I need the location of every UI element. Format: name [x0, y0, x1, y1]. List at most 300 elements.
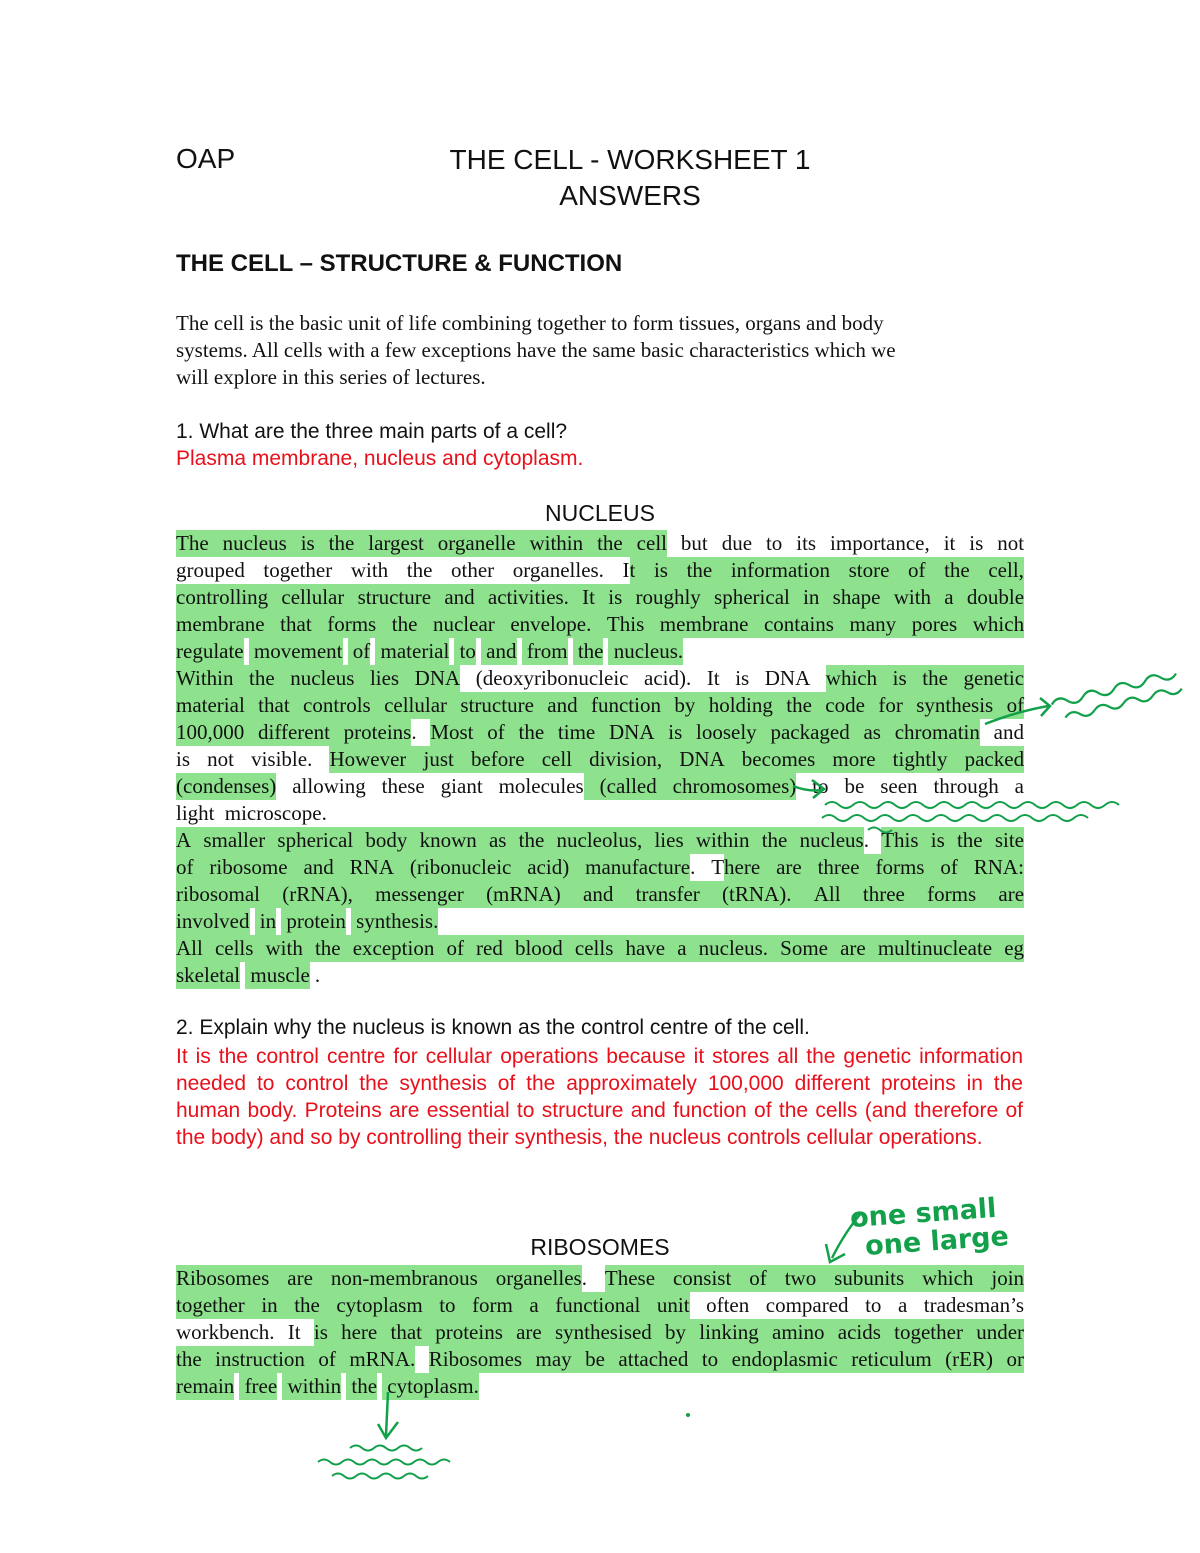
highlighted-text: in [261, 1293, 278, 1317]
highlighted-text [353, 881, 375, 908]
highlighted-text [303, 935, 315, 962]
highlighted-text: becomes [741, 747, 816, 771]
highlighted-text [993, 692, 1006, 719]
highlighted-text [767, 1265, 785, 1292]
highlighted-text: nuclear [432, 612, 495, 636]
highlighted-text: 100,000 [176, 720, 245, 744]
body-text: visible. [251, 747, 313, 771]
highlighted-text [312, 611, 328, 638]
highlighted-text: subunits [834, 1266, 905, 1290]
highlighted-text: acid) [527, 855, 570, 879]
highlighted-text: tightly [892, 747, 948, 771]
highlighted-text: chromatin [894, 720, 980, 744]
body-text [720, 665, 736, 692]
highlighted-text [924, 854, 940, 881]
body-text [301, 1319, 314, 1346]
highlighted-text: as [488, 828, 507, 852]
highlighted-text: and [583, 882, 614, 906]
highlighted-text: together [176, 1293, 245, 1317]
highlighted-text: acids [837, 1320, 881, 1344]
highlighted-text: join [991, 1266, 1025, 1290]
highlighted-text [478, 1265, 496, 1292]
body-text [276, 773, 292, 800]
highlighted-text [865, 692, 878, 719]
highlighted-text [330, 719, 344, 746]
highlighted-text [244, 719, 258, 746]
highlighted-text [907, 665, 923, 692]
highlighted-text: cellular [281, 585, 345, 609]
highlighted-text [278, 1292, 295, 1319]
body-text [749, 1292, 766, 1319]
highlighted-text [260, 881, 282, 908]
highlighted-text: information [730, 558, 830, 582]
highlighted-text: which [922, 1266, 974, 1290]
body-text: the [406, 558, 433, 582]
highlighted-text [269, 1265, 287, 1292]
highlighted-text [376, 611, 392, 638]
highlighted-text: double [966, 585, 1025, 609]
body-text [587, 1265, 605, 1292]
body-text: giant [440, 774, 483, 798]
highlighted-text [838, 1346, 851, 1373]
highlighted-text [684, 827, 696, 854]
highlighted-text: the [597, 531, 623, 555]
highlighted-text: together [894, 1320, 963, 1344]
highlighted-text: remain [176, 1374, 235, 1398]
body-text [415, 1346, 428, 1373]
highlighted-text [194, 854, 210, 881]
body-text: . [690, 855, 696, 879]
nucleus-text-line [176, 800, 1024, 827]
highlighted-text: lies [654, 828, 684, 852]
highlighted-text: from [526, 639, 568, 663]
highlighted-text [640, 1292, 657, 1319]
handwritten-note-large: one large [864, 1221, 1010, 1262]
highlighted-text: three [817, 855, 860, 879]
highlighted-text: nucleolus, [556, 828, 643, 852]
highlighted-text: A [176, 828, 192, 852]
body-text: not [207, 747, 234, 771]
highlighted-text: messenger [375, 882, 464, 906]
highlighted-text [919, 827, 931, 854]
body-text: organelles. [512, 558, 604, 582]
highlighted-text [406, 746, 423, 773]
highlighted-text [976, 881, 998, 908]
body-text [907, 1292, 924, 1319]
highlighted-text [757, 719, 771, 746]
highlighted-text: form [472, 1293, 513, 1317]
highlighted-text [542, 1319, 555, 1346]
highlighted-text: cell, [988, 558, 1024, 582]
highlighted-text [993, 1346, 1006, 1373]
ribosomes-text-line [176, 1265, 1024, 1292]
highlighted-text: blood [514, 936, 563, 960]
highlighted-text: instruction [215, 1347, 305, 1371]
highlighted-text: The [176, 531, 209, 555]
body-text [312, 746, 329, 773]
highlighted-text: lies [369, 666, 400, 690]
highlighted-text [288, 854, 304, 881]
highlighted-text [932, 1346, 945, 1373]
highlighted-text: is [313, 1320, 328, 1344]
highlighted-text: linking [699, 1320, 759, 1344]
highlighted-text [431, 584, 444, 611]
body-text: but [680, 531, 708, 555]
body-text [604, 557, 623, 584]
highlighted-text: the [518, 828, 545, 852]
highlighted-text: before [470, 747, 525, 771]
highlighted-text [768, 935, 780, 962]
highlighted-text: division, [589, 747, 663, 771]
highlighted-text: membrane [176, 612, 265, 636]
highlighted-text [695, 692, 708, 719]
highlighted-text [790, 584, 803, 611]
highlighted-text: packaged [770, 720, 850, 744]
highlighted-text: the [249, 666, 275, 690]
highlighted-text [595, 584, 608, 611]
highlighted-text: of [446, 936, 464, 960]
highlighted-text: which [972, 612, 1025, 636]
highlighted-text [583, 530, 597, 557]
body-text: due [721, 531, 753, 555]
highlighted-text [812, 692, 825, 719]
highlighted-text: within [287, 1374, 342, 1398]
highlighted-text: two [784, 1266, 817, 1290]
highlighted-text [313, 1265, 331, 1292]
highlighted-text [233, 665, 249, 692]
body-text [869, 827, 881, 854]
highlighted-text [525, 746, 542, 773]
highlighted-text: However [329, 747, 407, 771]
highlighted-text [424, 530, 438, 557]
highlighted-text: Ribosomes [428, 1347, 523, 1371]
highlighted-text [275, 665, 291, 692]
body-text [782, 530, 796, 557]
body-text: a [897, 1293, 908, 1317]
body-text [332, 557, 351, 584]
highlighted-text [513, 1292, 530, 1319]
highlighted-text: functional [555, 1293, 641, 1317]
body-text [494, 557, 513, 584]
highlighted-text [191, 827, 203, 854]
highlighted-text [701, 584, 714, 611]
body-text: these [381, 774, 425, 798]
highlighted-text: unit [656, 1293, 690, 1317]
highlighted-text [572, 1346, 585, 1373]
highlighted-text: mRNA. [349, 1347, 416, 1371]
answer-2: It is the control centre for cellular operations because it stores all the genetic information needed to control the synthesis of the approximately 100,000 different proteins in the human body. Proteins are essential to structure and function of the cells (and therefore of the body) and so by controlling their synthesis, the nucleus controls cellular operations. [176, 1045, 1023, 1149]
body-text: grouped [176, 558, 245, 582]
highlighted-text [718, 1346, 731, 1373]
body-text [388, 557, 407, 584]
highlighted-text: are [516, 1320, 542, 1344]
body-text [460, 665, 476, 692]
body-text: together [263, 558, 333, 582]
body-text [190, 746, 207, 773]
highlighted-text: nucleus [222, 531, 287, 555]
highlighted-text: skeletal [176, 963, 241, 987]
body-text: allowing [292, 774, 366, 798]
highlighted-text [315, 530, 329, 557]
highlighted-text: code [825, 693, 865, 717]
highlighted-text: the [351, 1374, 378, 1398]
highlighted-text: exception [352, 936, 435, 960]
highlighted-text: ribosome [209, 855, 288, 879]
section-heading: THE CELL – STRUCTURE & FUNCTION [176, 250, 623, 277]
body-text [275, 1319, 288, 1346]
highlighted-text: of [749, 1266, 767, 1290]
highlighted-text: as [863, 720, 881, 744]
body-text: . [581, 1266, 587, 1290]
highlighted-text [434, 935, 446, 962]
highlighted-text: synthesis. [356, 909, 439, 933]
highlighted-text: of [487, 720, 505, 744]
highlighted-text: the [577, 639, 604, 663]
highlighted-text: are [776, 855, 802, 879]
highlighted-text [642, 827, 654, 854]
highlighted-text [954, 584, 967, 611]
highlighted-text: structure [460, 693, 534, 717]
body-text [955, 530, 969, 557]
highlighted-text: shape [832, 585, 881, 609]
highlighted-text [931, 584, 944, 611]
highlighted-text [825, 1319, 838, 1346]
intro-line: systems. All cells with a few exceptions have the same basic characteristics which we [176, 338, 896, 362]
body-text [695, 854, 711, 881]
highlighted-text: loosely [696, 720, 757, 744]
nucleus-text-line [176, 692, 1024, 719]
highlighted-text [613, 935, 625, 962]
highlighted-text [506, 827, 518, 854]
highlighted-text [688, 1346, 701, 1373]
body-text [432, 557, 451, 584]
body-text: through [933, 774, 999, 798]
highlighted-text: holding [708, 693, 773, 717]
highlighted-text [973, 1265, 991, 1292]
highlighted-text: the [176, 1347, 202, 1371]
highlighted-text: of [908, 558, 926, 582]
highlighted-text: controls [303, 693, 371, 717]
highlighted-text: synthesised [554, 1320, 652, 1344]
highlighted-text [850, 719, 864, 746]
highlighted-text [866, 935, 878, 962]
highlighted-text: and [547, 693, 578, 717]
highlighted-text [687, 935, 699, 962]
highlighted-text: Some [780, 936, 828, 960]
highlighted-text [712, 557, 731, 584]
highlighted-text: consist [672, 1266, 732, 1290]
highlighted-text: to [459, 639, 476, 663]
body-text [930, 530, 944, 557]
body-text [980, 719, 994, 746]
highlighted-text [622, 584, 635, 611]
highlighted-text: It [582, 585, 595, 609]
highlighted-text [477, 827, 489, 854]
highlighted-text: may [535, 1347, 572, 1371]
highlighted-text [544, 827, 556, 854]
highlighted-text [407, 827, 419, 854]
highlighted-text: controlling [176, 585, 269, 609]
highlighted-text [474, 719, 488, 746]
highlighted-text [495, 611, 511, 638]
highlighted-text: regulate [176, 639, 244, 663]
highlighted-text [544, 719, 558, 746]
highlighted-text [662, 746, 679, 773]
ribosomes-text-line [176, 1319, 1024, 1346]
highlighted-text [881, 719, 895, 746]
body-text [999, 773, 1015, 800]
body-text [245, 557, 264, 584]
highlighted-text [958, 854, 974, 881]
highlighted-text: transfer [635, 882, 700, 906]
body-text [234, 746, 251, 773]
highlighted-text: red [476, 936, 503, 960]
highlighted-text [569, 854, 585, 881]
highlighted-text: and [303, 855, 334, 879]
highlighted-text [417, 611, 433, 638]
highlighted-text [605, 1346, 618, 1373]
highlighted-text [320, 1292, 337, 1319]
highlighted-text [287, 530, 301, 557]
highlighted-text: (rER) [945, 1347, 993, 1371]
highlighted-text: ribosomal [176, 882, 260, 906]
highlighted-text [354, 530, 368, 557]
nucleus-text-line [176, 584, 1024, 611]
highlighted-text: body [365, 828, 408, 852]
highlighted-text: is [653, 558, 668, 582]
highlighted-text: within [529, 531, 584, 555]
nucleus-text-line [176, 719, 1024, 746]
highlighted-text [682, 719, 696, 746]
highlighted-text: (ribonucleic [409, 855, 512, 879]
highlighted-text: (condenses) [176, 774, 277, 798]
highlighted-text: material [176, 693, 245, 717]
ribosomes-heading: RIBOSOMES [530, 1234, 670, 1260]
body-text: to [765, 531, 783, 555]
highlighted-text: cytoplasm [336, 1293, 423, 1317]
highlighted-text: function [590, 693, 661, 717]
highlighted-text: cells [574, 936, 614, 960]
body-text: It [287, 1320, 301, 1344]
highlighted-text [686, 1319, 699, 1346]
highlighted-text: All [176, 936, 203, 960]
highlighted-text: (rRNA), [282, 882, 353, 906]
highlighted-text [655, 719, 669, 746]
highlighted-text [454, 746, 471, 773]
highlighted-text: the [294, 1293, 320, 1317]
highlighted-text [725, 746, 742, 773]
body-text: I [622, 558, 630, 582]
highlighted-text: here [341, 1320, 378, 1344]
ribosomes-text-line [176, 1346, 1024, 1373]
highlighted-text: the [686, 558, 713, 582]
highlighted-text [623, 530, 637, 557]
body-text: . [411, 720, 417, 744]
highlighted-text [819, 584, 832, 611]
highlighted-text: involved [176, 909, 250, 933]
body-text [881, 1292, 898, 1319]
highlighted-text [456, 1292, 473, 1319]
nucleus-text-line [176, 908, 1024, 935]
body-text: importance, [830, 531, 930, 555]
highlighted-text: largest [368, 531, 424, 555]
nucleus-text-line [176, 935, 1024, 962]
highlighted-text: material [380, 639, 450, 663]
highlighted-text: cell [541, 747, 573, 771]
highlighted-text: with [893, 585, 932, 609]
highlighted-text: muscle [250, 963, 310, 987]
body-text: its [796, 531, 817, 555]
highlighted-text: roughly [635, 585, 701, 609]
highlighted-text: DNA [414, 666, 461, 690]
nucleus-text-line [176, 557, 1024, 584]
body-text: (deoxyribonucleic [475, 666, 629, 690]
highlighted-text: nucleus. [698, 936, 769, 960]
highlighted-text [245, 1292, 262, 1319]
highlighted-text [644, 611, 660, 638]
highlighted-text: for [878, 693, 903, 717]
highlighted-text: RNA [349, 855, 394, 879]
highlighted-text: cell [636, 531, 667, 555]
highlighted-text [394, 854, 410, 881]
highlighted-text: nucleus [290, 666, 355, 690]
highlighted-text [516, 530, 530, 557]
highlighted-text [860, 854, 876, 881]
highlighted-text [613, 881, 635, 908]
highlighted-text [834, 611, 850, 638]
body-text: it [943, 531, 956, 555]
highlighted-text [522, 1346, 535, 1373]
worksheet-subtitle: ANSWERS [559, 180, 701, 211]
highlighted-text [945, 827, 957, 854]
highlighted-text: reticulum [851, 1347, 932, 1371]
highlighted-text [563, 935, 575, 962]
highlighted-text: are [840, 936, 866, 960]
highlighted-text [635, 557, 654, 584]
question-2: 2. Explain why the nucleus is known as the control centre of the cell. [176, 1016, 810, 1039]
highlighted-text [748, 611, 764, 638]
highlighted-text: by [674, 693, 696, 717]
highlighted-text: activities. [487, 585, 569, 609]
ribosomes-text-line [176, 1373, 1024, 1400]
intro-line: The cell is the basic unit of life combining together to form tissues, organs and body [176, 311, 884, 335]
nucleus-text-line [176, 611, 1024, 638]
highlighted-text: by [665, 1320, 687, 1344]
body-text: a [1014, 774, 1024, 798]
body-text [749, 665, 765, 692]
highlighted-text: organelles [495, 1266, 582, 1290]
highlighted-text [584, 773, 600, 800]
highlighted-text [791, 881, 813, 908]
worksheet-title: THE CELL - WORKSHEET 1 [449, 144, 811, 175]
body-text [628, 665, 644, 692]
highlighted-text: multinucleate [877, 936, 993, 960]
highlighted-text: the [922, 666, 948, 690]
highlighted-text [657, 773, 673, 800]
highlighted-text [905, 881, 927, 908]
body-text: is [735, 666, 750, 690]
body-text: workbench. [176, 1320, 275, 1344]
body-text: light [176, 801, 215, 825]
highlighted-text: is [608, 585, 623, 609]
highlighted-text: DNA [609, 720, 655, 744]
highlighted-text [652, 1319, 665, 1346]
highlighted-text: forms [327, 612, 377, 636]
highlighted-text: known [419, 828, 477, 852]
highlighted-text [245, 692, 258, 719]
highlighted-text [290, 692, 303, 719]
highlighted-text [896, 611, 912, 638]
